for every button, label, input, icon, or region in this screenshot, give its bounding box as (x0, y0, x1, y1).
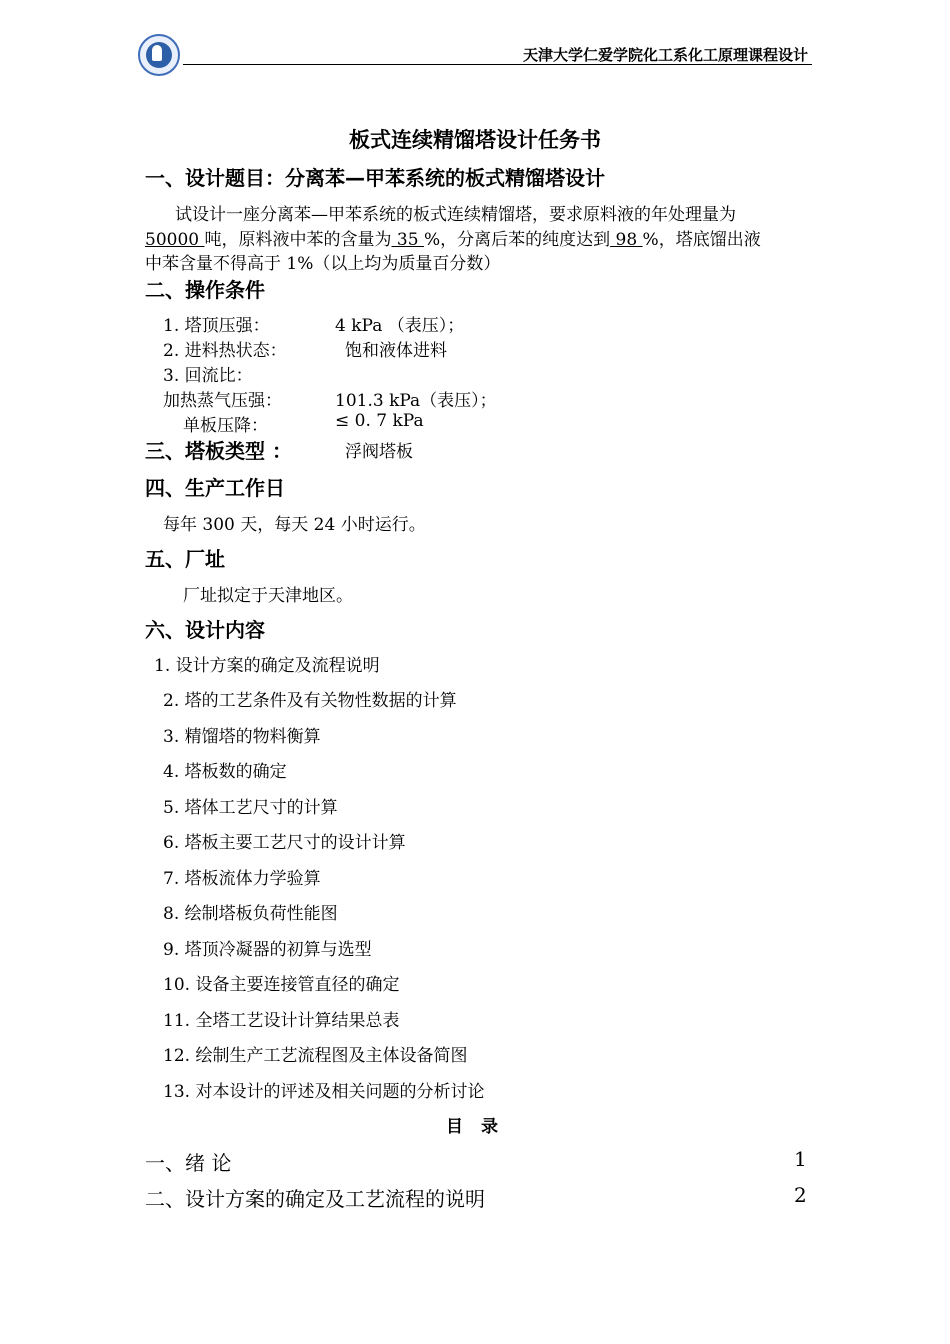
section1-line2: 50000 吨，原料液中苯的含量为 35 %，分离后苯的纯度达到 98 %，塔底馏出液 (145, 230, 761, 250)
toc-entry-label[interactable]: 二、设计方案的确定及工艺流程的说明 (145, 1187, 485, 1211)
purity: 98 (610, 230, 643, 250)
condition-value-2: 饱和液体进料 (345, 341, 447, 361)
condition-value-1: 4 kPa （表压）； (335, 316, 465, 336)
toc-entry-page: 2 (794, 1183, 807, 1207)
header-divider (183, 64, 812, 65)
section1-line3: 中苯含量不得高于 1%（以上均为质量百分数） (145, 254, 501, 274)
toc-title: 目 录 (446, 1117, 504, 1137)
design-item: 3. 精馏塔的物料衡算 (163, 727, 321, 747)
condition-value-4: 101.3 kPa（表压）； (335, 391, 497, 411)
condition-label-2: 2. 进料热状态： (163, 341, 287, 361)
section1-heading: 一、设计题目：分离苯—甲苯系统的板式精馏塔设计 (145, 166, 605, 190)
design-item: 2. 塔的工艺条件及有关物性数据的计算 (163, 691, 457, 711)
work-schedule: 每年 300 天，每天 24 小时运行。 (163, 515, 426, 535)
feed-content: 35 (391, 230, 424, 250)
design-item: 1. 设计方案的确定及流程说明 (154, 656, 380, 676)
design-item: 5. 塔体工艺尺寸的计算 (163, 798, 338, 818)
header-institution: 天津大学仁爱学院化工系化工原理课程设计 (522, 46, 808, 64)
design-item: 13. 对本设计的评述及相关问题的分析讨论 (163, 1082, 485, 1102)
section2-heading: 二、操作条件 (145, 278, 265, 302)
condition-value-5: ≤ 0. 7 kPa (335, 411, 424, 431)
annual-amount: 50000 (145, 230, 205, 250)
section1-line1: 试设计一座分离苯—甲苯系统的板式连续精馏塔，要求原料液的年处理量为 (175, 205, 736, 225)
design-item: 8. 绘制塔板负荷性能图 (163, 904, 338, 924)
design-item: 10. 设备主要连接管直径的确定 (163, 975, 400, 995)
design-item: 4. 塔板数的确定 (163, 762, 287, 782)
condition-label-3: 3. 回流比： (163, 366, 253, 386)
toc-entry-label[interactable]: 一、绪 论 (145, 1151, 232, 1175)
section5-heading: 五、厂址 (145, 547, 225, 571)
toc-entry-page: 1 (794, 1147, 807, 1171)
condition-label-5: 单板压降： (183, 416, 268, 436)
section4-heading: 四、生产工作日 (145, 476, 285, 500)
condition-label-4: 加热蒸气压强： (163, 391, 282, 411)
design-item: 11. 全塔工艺设计计算结果总表 (163, 1011, 400, 1031)
condition-label-1: 1. 塔顶压强： (163, 316, 270, 336)
plant-site: 厂址拟定于天津地区。 (183, 586, 353, 606)
design-item: 6. 塔板主要工艺尺寸的设计计算 (163, 833, 406, 853)
tray-type: 浮阀塔板 (345, 442, 413, 462)
university-logo (138, 34, 180, 76)
design-item: 7. 塔板流体力学验算 (163, 869, 321, 889)
design-item: 12. 绘制生产工艺流程图及主体设备简图 (163, 1046, 468, 1066)
design-item: 9. 塔顶冷凝器的初算与选型 (163, 940, 372, 960)
section6-heading: 六、设计内容 (145, 618, 265, 642)
document-title: 板式连续精馏塔设计任务书 (349, 128, 601, 152)
section3-heading: 三、塔板类型 ： (145, 439, 292, 463)
